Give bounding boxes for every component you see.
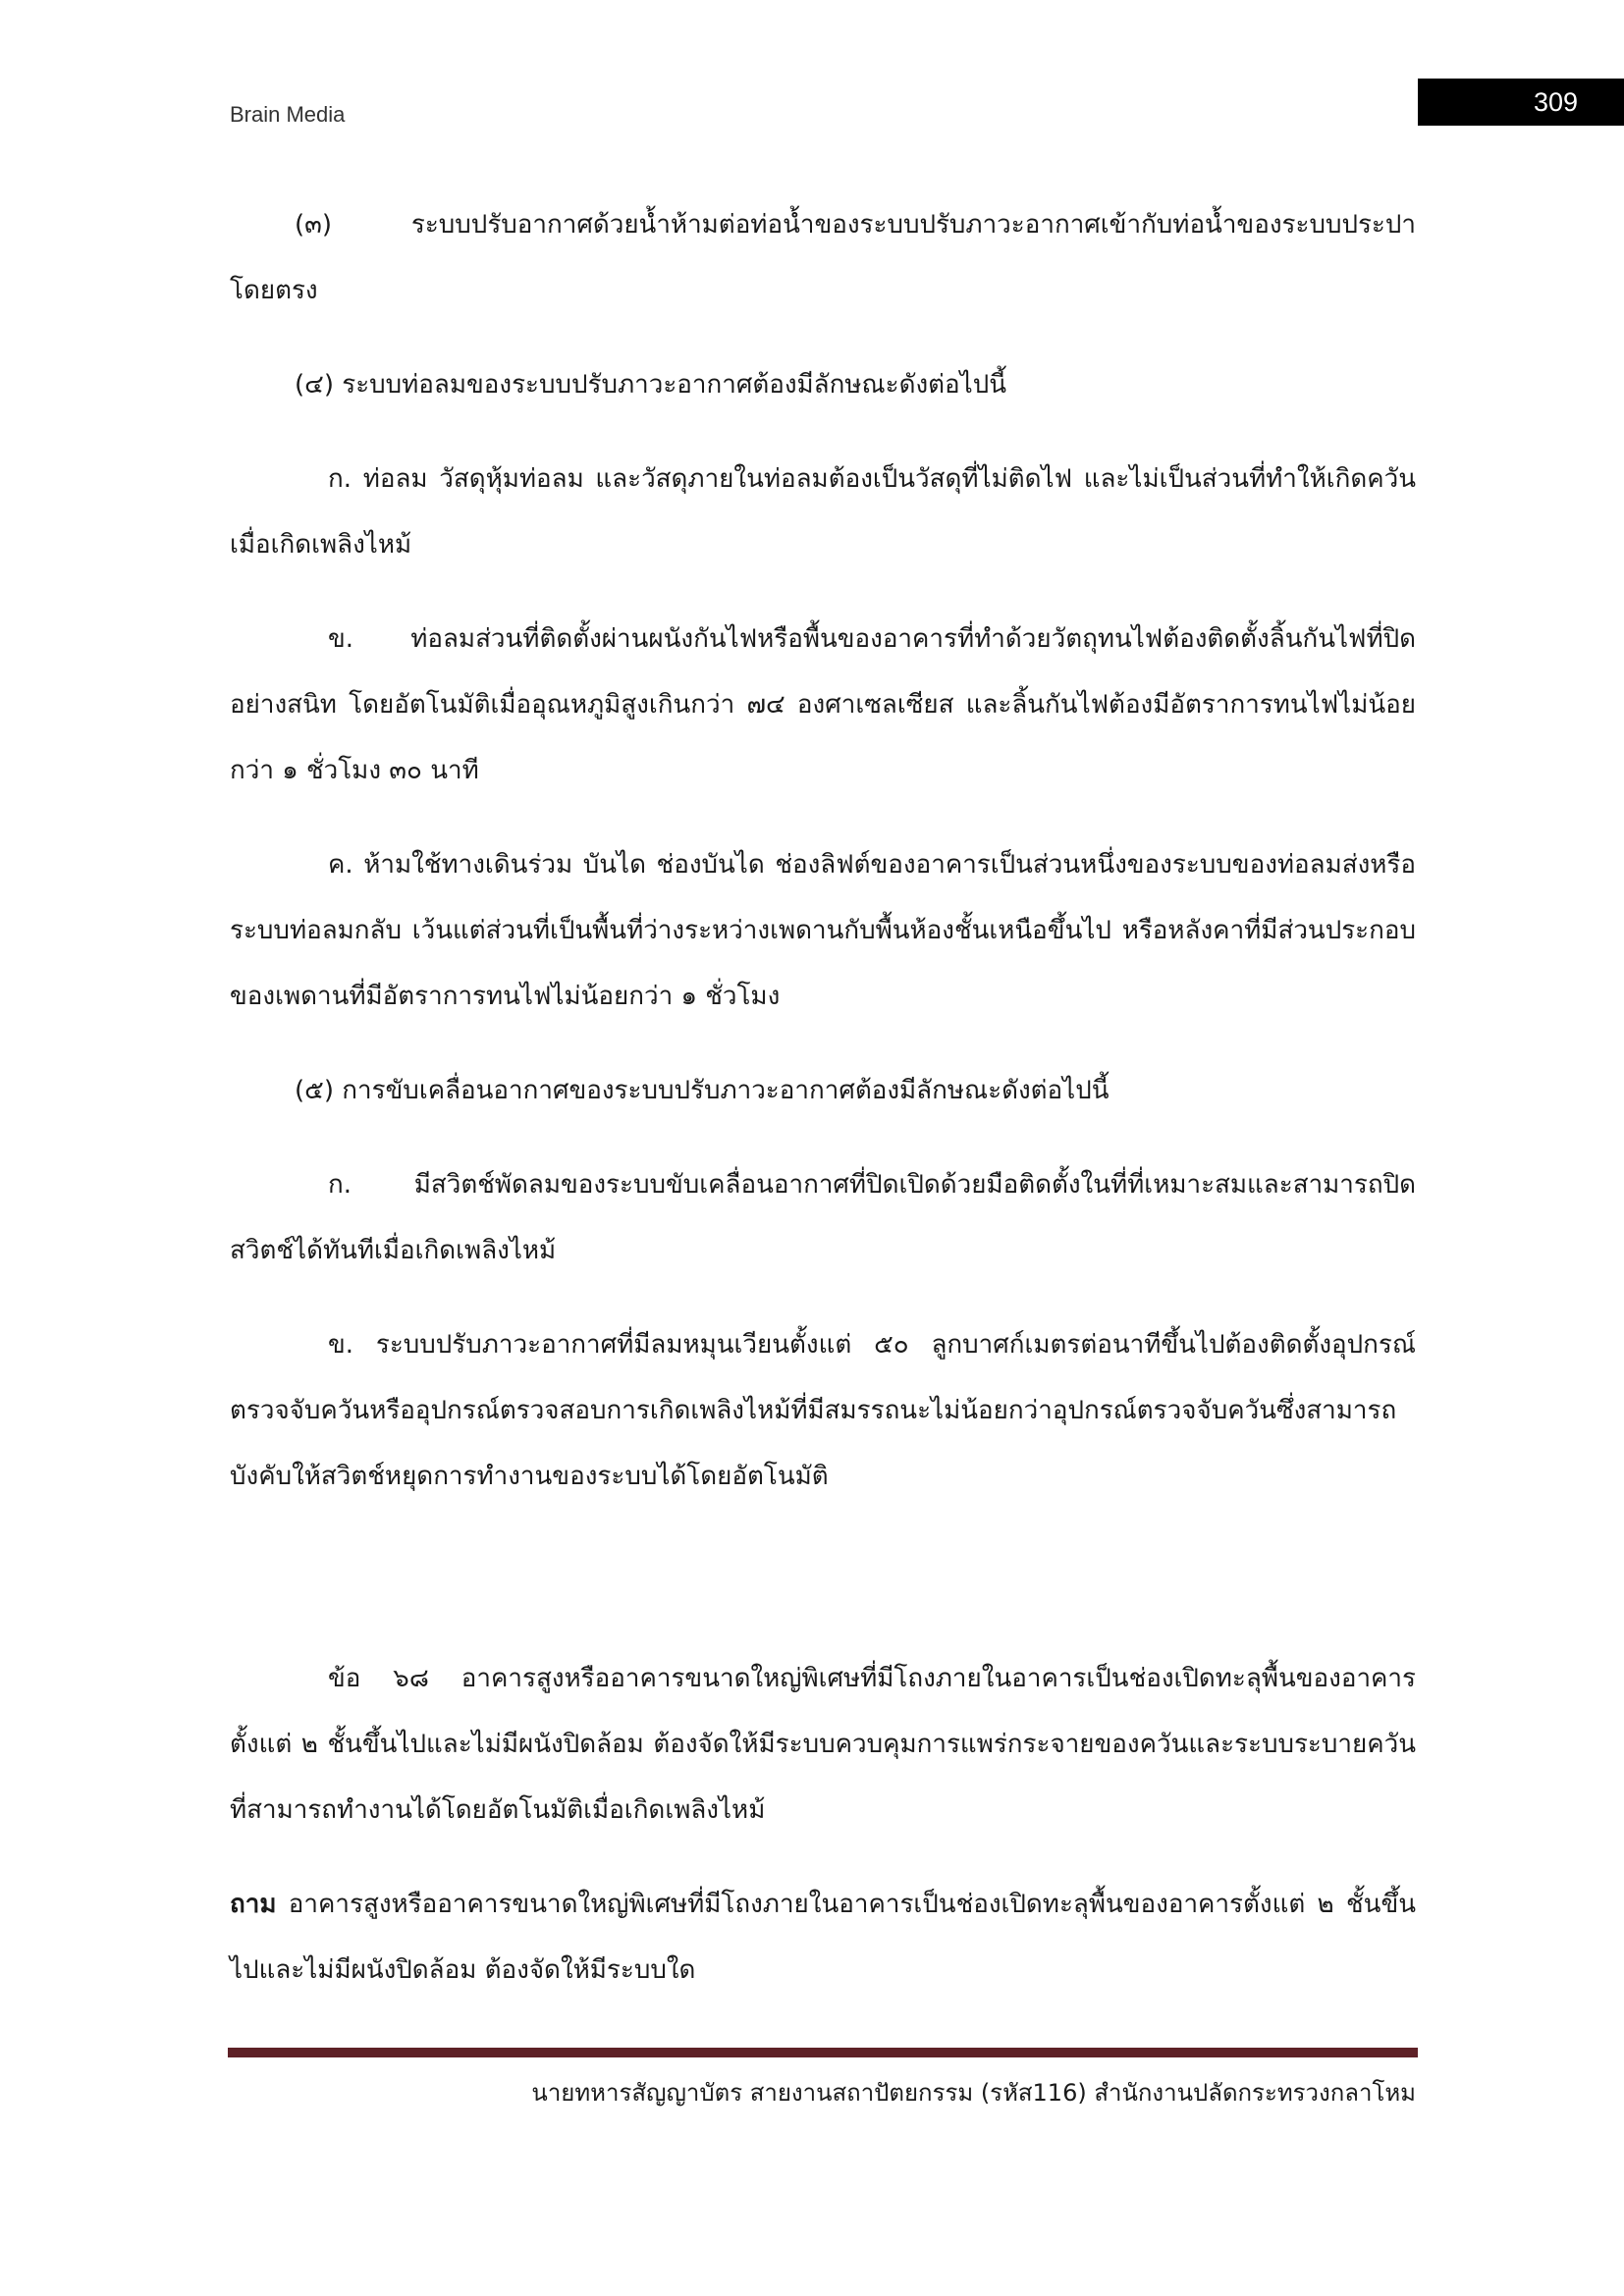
paragraph-4a: ก. ท่อลม วัสดุหุ้มท่อลม และวัสดุภายในท่อลมต้องเป็นวัสดุที่ไม่ติดไฟ และไม่เป็นส่วนที่ทำให้เกิดควันเมื่อเกิดเพลิงไหม้ (230, 464, 1416, 560)
page-number: 309 (1418, 79, 1624, 126)
paragraph-3: (๓) ระบบปรับอากาศด้วยน้ำห้ามต่อท่อน้ำของระบบปรับภาวะอากาศเข้ากับท่อน้ำของระบบประปาโดยตรง (230, 210, 1416, 305)
footer-text: นายทหารสัญญาบัตร สายงานสถาปัตยกรรม (รหัส116) สำนักงานปลัดกระทรวงกลาโหม (531, 2079, 1416, 2107)
brand-label: Brain Media (230, 102, 346, 127)
paragraph-5: (๕) การขับเคลื่อนอากาศของระบบปรับภาวะอากาศต้องมีลักษณะดังต่อไปนี้ (295, 1076, 1110, 1105)
question-label: ถาม (230, 1890, 277, 1919)
paragraph-4b: ข. ท่อลมส่วนที่ติดตั้งผ่านผนังกันไฟหรือพื้นของอาคารที่ทำด้วยวัตถุทนไฟต้องติดตั้งลิ้นกันไฟที่ปิดอย่างสนิท โดยอัตโนมัติเมื่ออุณหภูมิสูงเกินกว่า ๗๔ องศาเซลเซียส และลิ้นกันไฟต้องมีอัตราการทนไฟไม่น้อยกว่า ๑ ชั่วโมง ๓๐ นาที (230, 624, 1416, 785)
paragraph-4c: ค. ห้ามใช้ทางเดินร่วม บันได ช่องบันได ช่องลิฟต์ของอาคารเป็นส่วนหนึ่งของระบบของท่อลมส่งหรือระบบท่อลมกลับ เว้นแต่ส่วนที่เป็นพื้นที่ว่างระหว่างเพดานกับพื้นห้องชั้นเหนือขึ้นไป หรือหลังคาที่มีส่วนประกอบของเพดานที่มีอัตราการทนไฟไม่น้อยกว่า ๑ ชั่วโมง (230, 850, 1416, 1011)
page-body (230, 192, 1416, 2032)
paragraph-5b: ข. ระบบปรับภาวะอากาศที่มีลมหมุนเวียนตั้งแต่ ๕๐ ลูกบาศก์เมตรต่อนาทีขึ้นไปต้องติดตั้งอุปกรณ์ตรวจจับควันหรืออุปกรณ์ตรวจสอบการเกิดเพลิงไหม้ที่มีสมรรถนะไม่น้อยกว่าอุปกรณ์ตรวจจับควันซึ่งสามารถบังคับให้สวิตช์หยุดการทำงานของระบบได้โดยอัตโนมัติ (230, 1330, 1416, 1491)
question (230, 1872, 1416, 2003)
clause-68: ข้อ ๖๘ อาคารสูงหรืออาคารขนาดใหญ่พิเศษที่มีโถงภายในอาคารเป็นช่องเปิดทะลุพื้นของอาคารตั้งแต่ ๒ ชั้นขึ้นไปและไม่มีผนังปิดล้อม ต้องจัดให้มีระบบควบคุมการแพร่กระจายของควันและระบบระบายควันที่สามารถทำงานได้โดยอัตโนมัติเมื่อเกิดเพลิงไหม้ (230, 1664, 1416, 1825)
paragraph-4: (๔) ระบบท่อลมของระบบปรับภาวะอากาศต้องมีลักษณะดังต่อไปนี้ (295, 370, 1007, 400)
section-gap (230, 1538, 1416, 1646)
footer-divider (228, 2048, 1418, 2057)
question-text: อาคารสูงหรืออาคารขนาดใหญ่พิเศษที่มีโถงภายในอาคารเป็นช่องเปิดทะลุพื้นของอาคารตั้งแต่ ๒ ชั้นขึ้นไปและไม่มีผนังปิดล้อม ต้องจัดให้มีระบบใด (230, 1890, 1416, 1985)
paragraph-5a: ก. มีสวิตช์พัดลมของระบบขับเคลื่อนอากาศที่ปิดเปิดด้วยมือติดตั้งในที่ที่เหมาะสมและสามารถปิดสวิตช์ได้ทันทีเมื่อเกิดเพลิงไหม้ (230, 1170, 1416, 1265)
